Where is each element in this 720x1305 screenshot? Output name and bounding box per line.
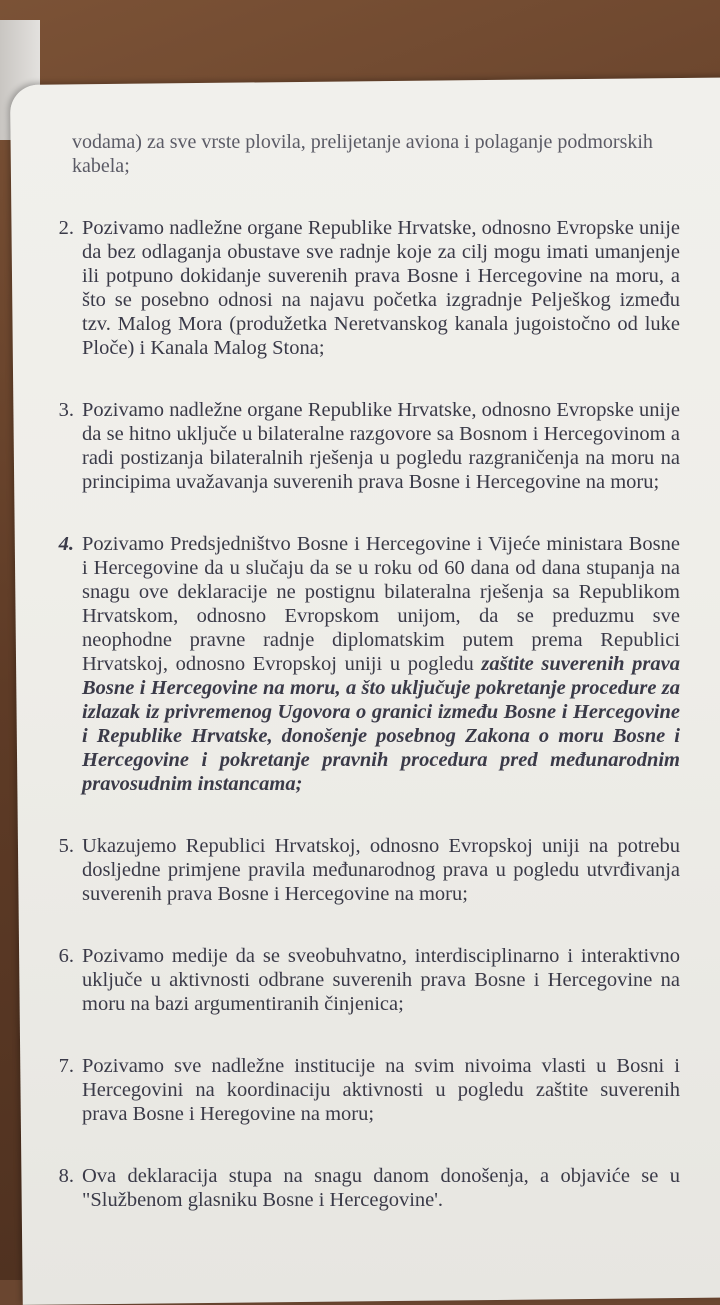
item-text: Pozivamo medije da se sveobuhvatno, interdisciplinarno i interaktivno uključe u aktivnosti odbrane suverenih prava Bosne i Hercegovine na moru na bazi argumentiranih činjenica; <box>82 945 680 1015</box>
list-item-7 <box>40 1054 680 1126</box>
list-item-3 <box>40 398 680 494</box>
item-number: 7. <box>58 1055 74 1077</box>
item-number: 6. <box>58 945 74 967</box>
item-text: Pozivamo sve nadležne institucije na svim nivoima vlasti u Bosni i Hercegovini na koordinaciju aktivnosti u pogledu zaštite suverenih prava Bosne i Heregovine na moru; <box>82 1055 680 1125</box>
item-text: Pozivamo nadležne organe Republike Hrvatske, odnosno Evropske unije da se hitno uključe u bilateralne razgovore sa Bosnom i Hercegovinom a radi postizanja bilateralnih rješenja u pogledu razgraničenja na moru na principima uvažavanja suverenih prava Bosne i Hercegovine na moru; <box>82 399 680 493</box>
item-text: Pozivamo nadležne organe Republike Hrvatske, odnosno Evropske unije da bez odlaganja obustave sve radnje koje za cilj mogu imati umanjenje ili potpuno dokidanje suverenih prava Bosne i Hercegovine na moru, a što se posebno odnosi na najavu početka izgradnje Pelješkog između tzv. Malog Mora (produžetka Neretvanskog kanala jugoistočno od luke Ploče) i Kanala Malog Stona; <box>82 217 680 359</box>
item-number: 8. <box>58 1165 74 1187</box>
list-item-4 <box>40 532 680 796</box>
item-text-container <box>82 532 680 796</box>
item-number: 4. <box>58 533 74 555</box>
item-number: 5. <box>58 835 74 857</box>
list-item-8 <box>40 1164 680 1212</box>
item-number: 3. <box>58 399 74 421</box>
item-text: Ova deklaracija stupa na snagu danom donošenja, a objaviće se u "Službenom glasniku Bosne i Hercegovine'. <box>82 1165 680 1211</box>
list-item-6 <box>40 944 680 1016</box>
list-item-5 <box>40 834 680 906</box>
item-text: Pozivamo Predsjedništvo Bosne i Hercegovine i Vijeće ministara Bosne i Hercegovine da u slučaju da se u roku od 60 dana od dana stupanja na snagu ove deklaracije ne postignu bilateralna rješenja sa Republikom Hrvatskom, odnosno Evropskom unijom, da se preduzmu sve neophodne pravne radnje diplomatskim putem prema Republici Hrvatskoj, odnosno Evropskoj uniji u pogledu <box>82 533 680 675</box>
item-text: Ukazujemo Republici Hrvatskoj, odnosno Evropskoj uniji na potrebu dosljedne primjene pravila međunarodnog prava u pogledu utvrđivanja suverenih prava Bosne i Hercegovine na moru; <box>82 835 680 905</box>
item-number: 2. <box>58 217 74 239</box>
document-body <box>40 130 680 1250</box>
item-emphasis-text: zaštite suverenih prava Bosne i Hercegovine na moru, a što uključuje pokretanje procedure za izlazak iz privremenog Ugovora o granici između Bosne i Hercegovine i Republike Hrvatske, donošenje posebnog Zakona o moru Bosne i Hercegovine i pokretanje pravnih procedura pred međunarodnim pravosudnim instancama; <box>82 653 680 795</box>
continued-paragraph: vodama) za sve vrste plovila, prelijetanje aviona i polaganje podmorskih kabela; <box>72 131 653 177</box>
list-item-2 <box>40 216 680 360</box>
